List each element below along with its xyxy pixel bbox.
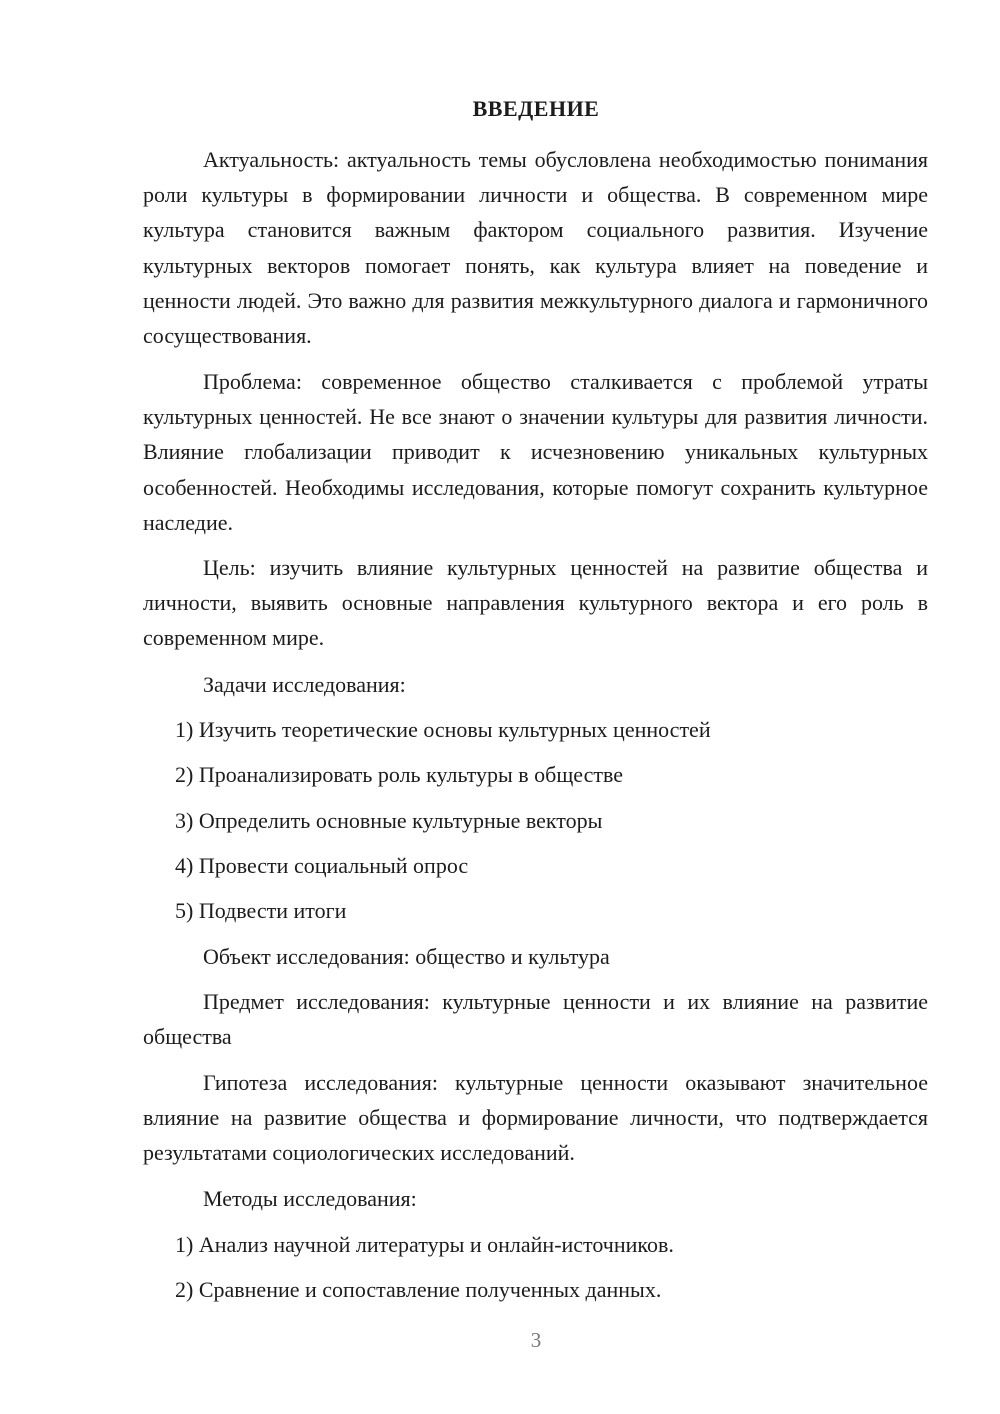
task-item: 2) Проанализировать роль культуры в обществе [175, 762, 624, 787]
relevance-paragraph: Актуальность: актуальность темы обусловлена необходимостью понимания роли культуры в формировании личности и общества. В современном мире культура становится важным фактором социального развития. Изучение культурных векторов помогает понять, как культура влияет на поведение и ценности людей. Это важно для развития межкультурного диалога и гармоничного сосуществования. [143, 147, 928, 349]
task-item: 1) Изучить теоретические основы культурных ценностей [175, 717, 711, 742]
subject-paragraph: Предмет исследования: культурные ценности и их влияние на развитие общества [143, 989, 928, 1050]
hypothesis-paragraph: Гипотеза исследования: культурные ценности оказывают значительное влияние на развитие общества и формирование личности, что подтверждается результатами социологических исследований. [143, 1070, 928, 1166]
method-item: 2) Сравнение и сопоставление полученных данных. [175, 1277, 662, 1302]
problem-paragraph: Проблема: современное общество сталкивается с проблемой утраты культурных ценностей. Не все знают о значении культуры для развития личности. Влияние глобализации приводит к исчезновению уникальных культурных особенностей. Необходимы исследования, которые помогут сохранить культурное наследие. [143, 369, 928, 535]
task-item: 5) Подвести итоги [175, 898, 347, 923]
object-line: Объект исследования: общество и культура [203, 944, 610, 969]
tasks-heading: Задачи исследования: [203, 672, 406, 697]
task-item: 4) Провести социальный опрос [175, 853, 469, 878]
page-number: 3 [530, 1328, 542, 1352]
methods-heading: Методы исследования: [203, 1186, 417, 1211]
goal-paragraph: Цель: изучить влияние культурных ценностей на развитие общества и личности, выявить основные направления культурного вектора и его роль в современном мире. [143, 555, 928, 651]
task-item: 3) Определить основные культурные векторы [175, 808, 603, 833]
page-title: ВВЕДЕНИЕ [472, 96, 600, 121]
method-item: 1) Анализ научной литературы и онлайн-источников. [175, 1232, 674, 1257]
